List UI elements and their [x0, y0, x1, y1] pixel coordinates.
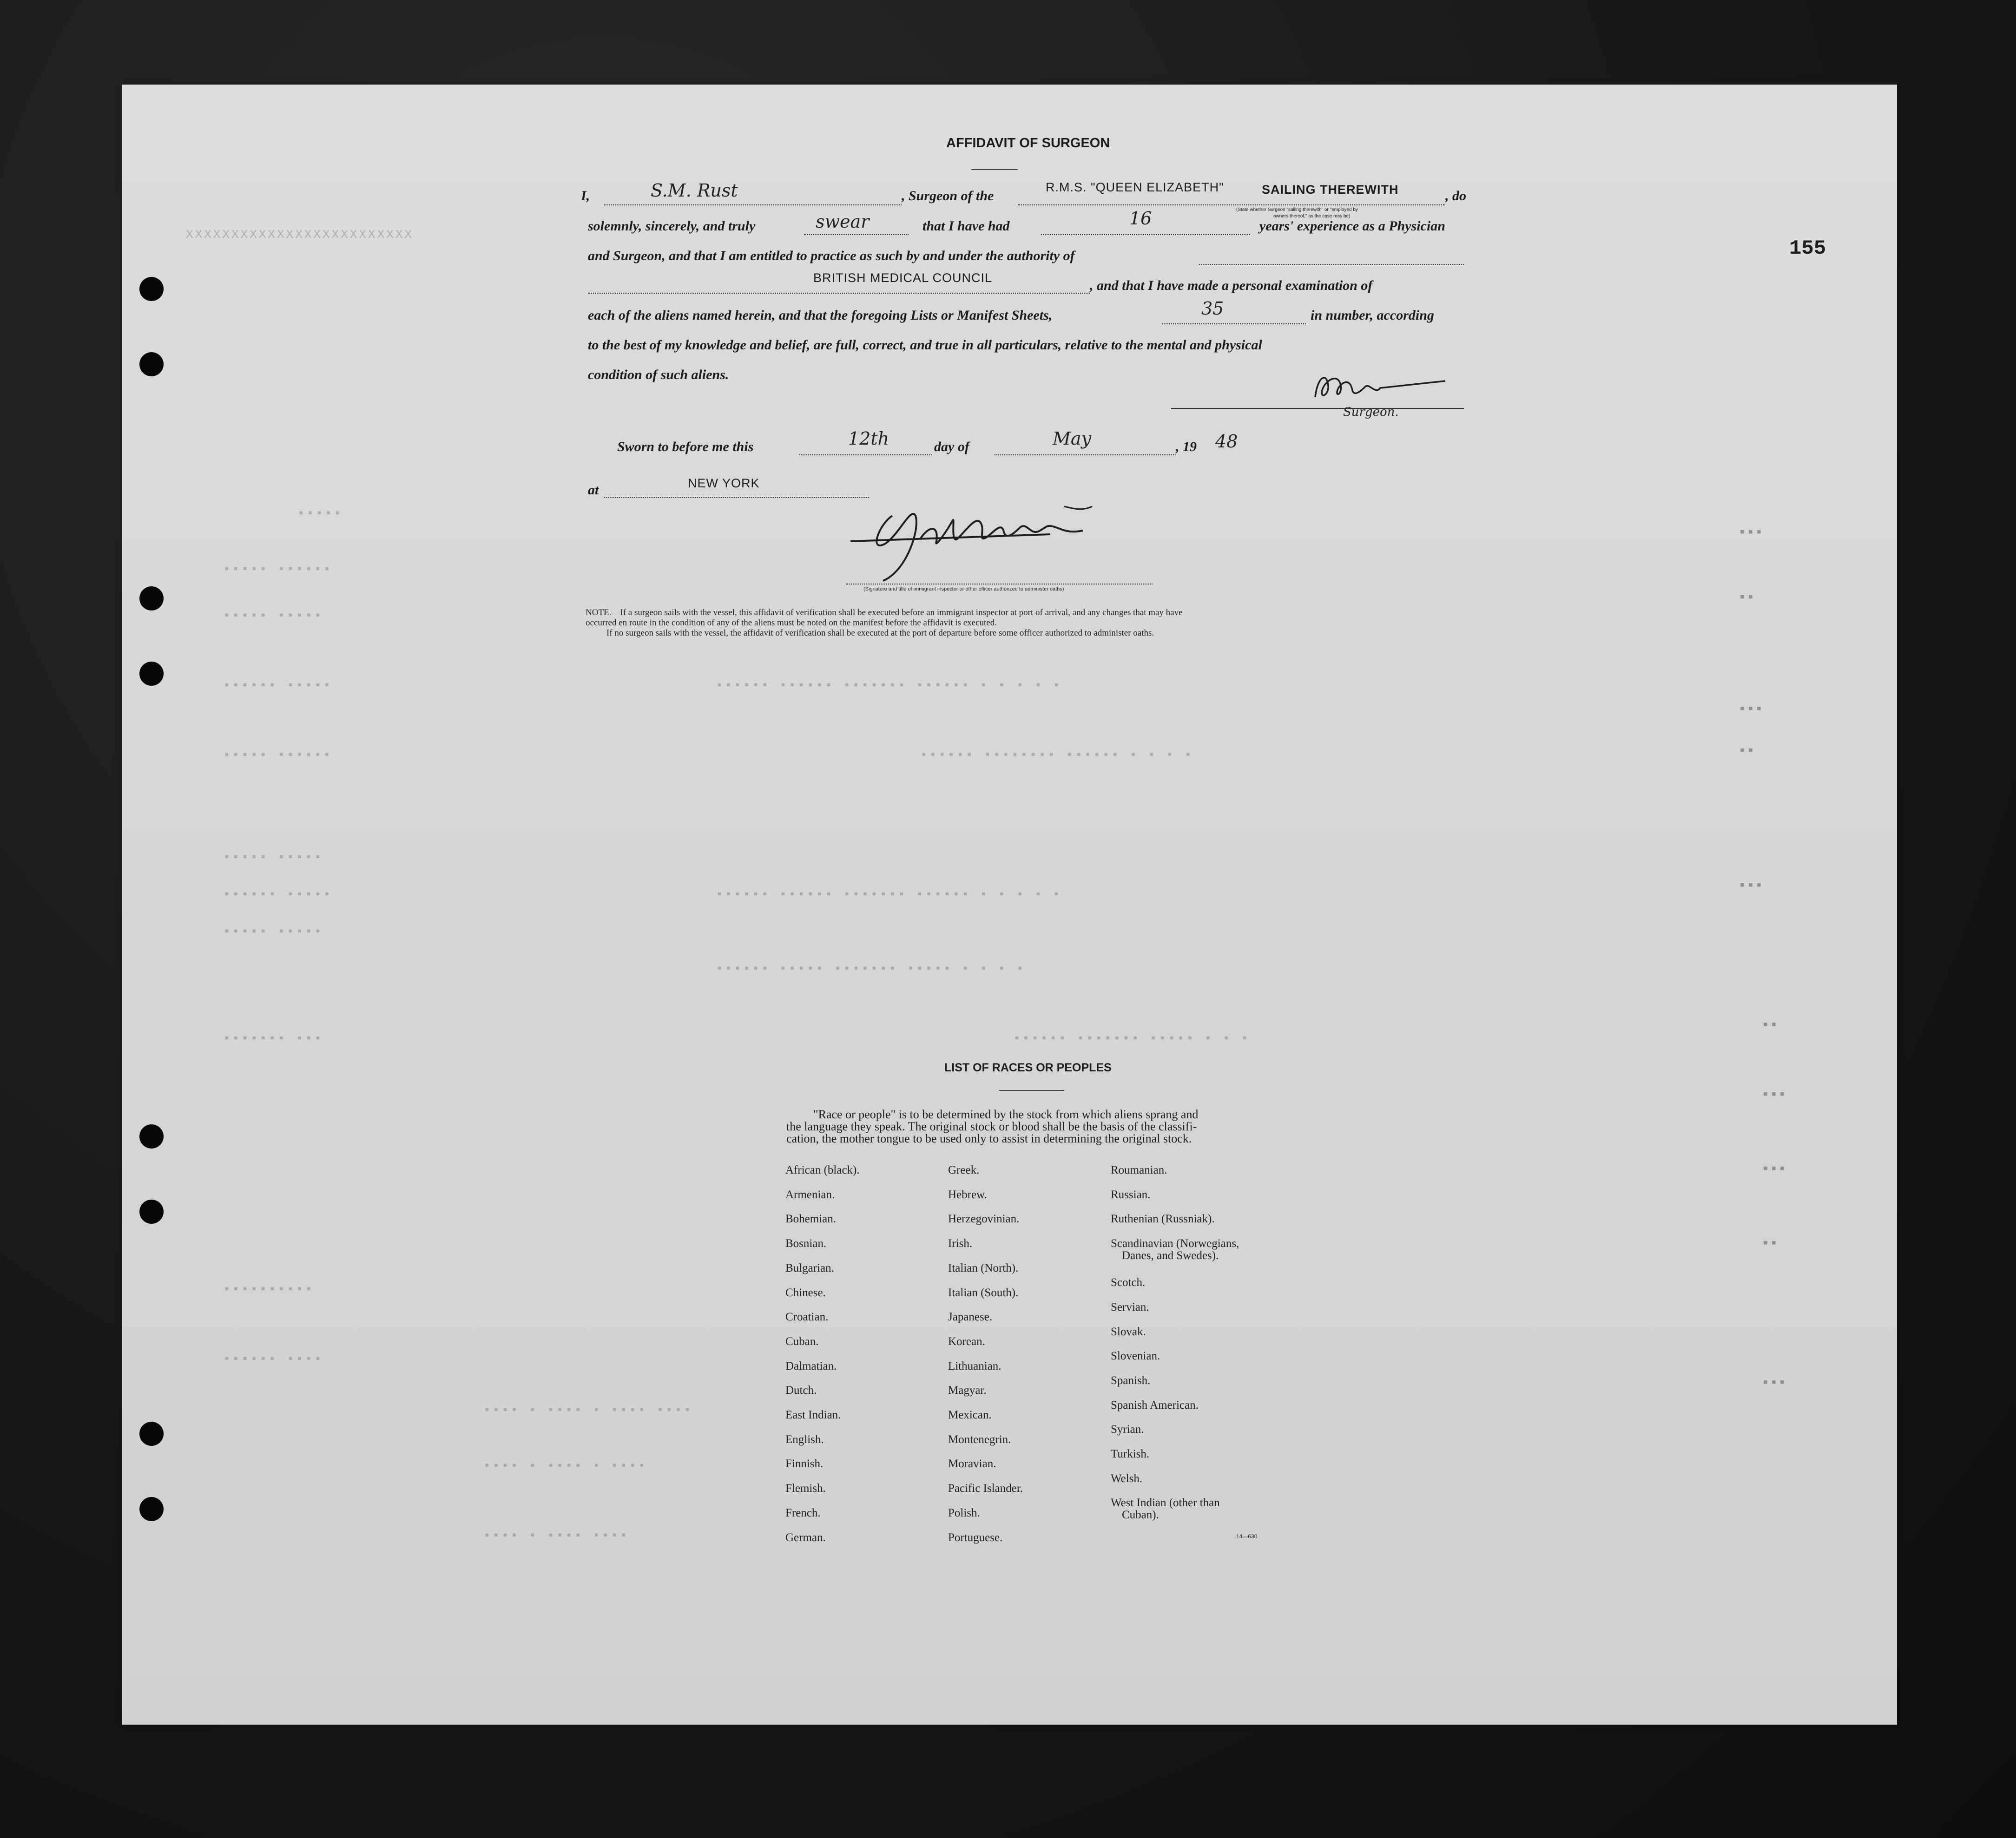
at-prefix: at	[588, 482, 599, 498]
race-item: Spanish American.	[1111, 1398, 1199, 1411]
race-item: Croatian.	[785, 1311, 829, 1324]
punch-hole	[139, 277, 164, 301]
surgeon-name: S.M. Rust	[651, 180, 738, 201]
note-line-2: occurred en route in the condition of any of the aliens must be noted on the manifest before the affidavit is executed.	[586, 618, 997, 628]
race-item: Servian.	[1111, 1300, 1149, 1313]
vessel-field	[1018, 204, 1445, 205]
line1-suffix: , do	[1445, 188, 1466, 203]
race-item: Moravian.	[948, 1457, 996, 1470]
punch-hole	[139, 586, 164, 610]
race-item: Korean.	[948, 1335, 985, 1348]
line2-mid: that I have had	[922, 218, 1010, 234]
line6-text: to the best of my knowledge and belief, are full, correct, and true in all particulars, relative to the mental and physical	[588, 337, 1262, 353]
race-item: Cuban.	[785, 1335, 819, 1348]
race-item: Roumanian.	[1111, 1164, 1167, 1176]
punch-hole	[139, 1200, 164, 1224]
race-item: Bohemian.	[785, 1213, 837, 1226]
race-item: Turkish.	[1111, 1448, 1150, 1460]
punch-hole	[139, 1422, 164, 1446]
sworn-month: May	[1053, 428, 1092, 449]
affidavit-title: AFFIDAVIT OF SURGEON	[946, 136, 1110, 151]
race-item: Scotch.	[1111, 1276, 1146, 1289]
authority-field-top	[1199, 264, 1464, 265]
race-item: Bosnian.	[785, 1237, 827, 1250]
race-item: Finnish.	[785, 1457, 824, 1470]
race-item: Spanish.	[1111, 1374, 1151, 1387]
officer-signature	[841, 488, 1176, 585]
line1-prefix: I,	[581, 188, 590, 203]
race-item: Portuguese.	[948, 1531, 1003, 1544]
sheets-value: 35	[1201, 298, 1224, 319]
page-number: 155	[1789, 237, 1826, 260]
sailing-note-2: owners thereof," as the case may be)	[1273, 214, 1351, 219]
race-item: Hebrew.	[948, 1188, 987, 1201]
race-item: Dalmatian.	[785, 1359, 837, 1372]
line4-suffix: , and that I have made a personal examination of	[1090, 278, 1373, 293]
vessel-name: R.M.S. "QUEEN ELIZABETH"	[1046, 180, 1224, 194]
race-item: Pacific Islander.	[948, 1482, 1023, 1495]
line7-text: condition of such aliens.	[588, 367, 729, 382]
race-item: Japanese.	[948, 1311, 993, 1324]
authority-value: BRITISH MEDICAL COUNCIL	[813, 271, 993, 285]
races-title: LIST OF RACES OR PEOPLES	[944, 1061, 1112, 1074]
note-line-3: If no surgeon sails with the vessel, the affidavit of verification shall be executed at the port of departure before some officer authorized to administer oaths.	[606, 628, 1154, 638]
sworn-mid: day of	[934, 439, 969, 454]
races-intro-2: the language they speak. The original stock or blood shall be the basis of the classifi-	[786, 1120, 1197, 1133]
oath-field	[804, 234, 909, 235]
race-item: Greek.	[948, 1164, 980, 1176]
race-item: Dutch.	[785, 1384, 817, 1397]
race-item: Russian.	[1111, 1188, 1151, 1201]
race-item: Slovenian.	[1111, 1350, 1160, 1363]
race-item: Montenegrin.	[948, 1433, 1011, 1446]
line5-suffix: in number, according	[1311, 308, 1434, 323]
race-item: Mexican.	[948, 1409, 992, 1421]
race-item: East Indian.	[785, 1409, 841, 1421]
line1-mid: , Surgeon of the	[902, 188, 994, 203]
race-item: Scandinavian (Norwegians,	[1111, 1237, 1239, 1250]
title-underline	[971, 169, 1018, 170]
race-item: French.	[785, 1506, 821, 1519]
place-field	[604, 497, 869, 498]
race-item: Bulgarian.	[785, 1261, 834, 1274]
race-item-continuation: Cuban).	[1122, 1509, 1159, 1522]
surgeon-caption: Surgeon.	[1343, 405, 1399, 419]
race-item: German.	[785, 1531, 826, 1544]
race-item: English.	[785, 1433, 824, 1446]
punch-hole	[139, 662, 164, 686]
line2-prefix: solemnly, sincerely, and truly	[588, 218, 756, 234]
race-item: Lithuanian.	[948, 1359, 1001, 1372]
races-title-underline	[999, 1090, 1064, 1091]
surgeon-signature-line	[1171, 408, 1464, 409]
race-item: Italian (South).	[948, 1286, 1019, 1299]
officer-caption: (Signature and title of immigrant inspector or other officer authorized to administer oaths)	[863, 586, 1064, 592]
race-item: Italian (North).	[948, 1261, 1019, 1274]
punch-hole	[139, 1124, 164, 1149]
sailing-stamp: SAILING THEREWITH	[1262, 183, 1399, 197]
race-item-continuation: Danes, and Swedes).	[1122, 1249, 1219, 1262]
sworn-prefix: Sworn to before me this	[617, 439, 754, 454]
sworn-year-prefix: , 19	[1176, 439, 1197, 454]
punch-hole	[139, 352, 164, 376]
years-field	[1041, 234, 1250, 235]
authority-field	[588, 293, 1090, 294]
sworn-year: 48	[1215, 431, 1238, 452]
sworn-month-field	[995, 454, 1176, 455]
race-item: Ruthenian (Russniak).	[1111, 1213, 1215, 1226]
race-item: Herzegovinian.	[948, 1213, 1020, 1226]
race-item: West Indian (other than	[1111, 1497, 1220, 1510]
race-item: Flemish.	[785, 1482, 826, 1495]
place-value: NEW YORK	[688, 476, 760, 490]
race-item: Irish.	[948, 1237, 973, 1250]
race-item: Welsh.	[1111, 1472, 1143, 1485]
punch-hole	[139, 1497, 164, 1521]
line2-suffix: years' experience as a Physician	[1259, 218, 1445, 234]
surgeon-name-field	[604, 204, 902, 205]
sailing-note-1: (State whether Surgeon "sailing therewith" or "employed by	[1236, 207, 1358, 212]
note-line-1: NOTE.—If a surgeon sails with the vessel, this affidavit of verification shall be executed before an immigrant inspector at port of arrival, and any changes that may have	[586, 608, 1183, 617]
form-code: 14—630	[1236, 1533, 1258, 1540]
race-item: African (black).	[785, 1164, 860, 1176]
race-item: Armenian.	[785, 1188, 835, 1201]
line5-prefix: each of the aliens named herein, and that the foregoing Lists or Manifest Sheets,	[588, 308, 1053, 323]
manifest-page	[122, 85, 1897, 1725]
sworn-day-field	[799, 454, 932, 455]
race-item: Chinese.	[785, 1286, 826, 1299]
race-item: Syrian.	[1111, 1423, 1144, 1436]
sheets-field	[1162, 323, 1306, 324]
races-intro-3: cation, the mother tongue to be used only to assist in determining the original stock.	[786, 1132, 1192, 1145]
sworn-day: 12th	[848, 428, 889, 449]
oath-word: swear	[816, 211, 870, 232]
races-intro-1: "Race or people" is to be determined by the stock from which aliens sprang and	[813, 1108, 1199, 1121]
years-value: 16	[1129, 208, 1152, 229]
race-item: Polish.	[948, 1506, 980, 1519]
race-item: Magyar.	[948, 1384, 987, 1397]
race-item: Slovak.	[1111, 1325, 1146, 1338]
line3-text: and Surgeon, and that I am entitled to practice as such by and under the authority of	[588, 248, 1075, 263]
